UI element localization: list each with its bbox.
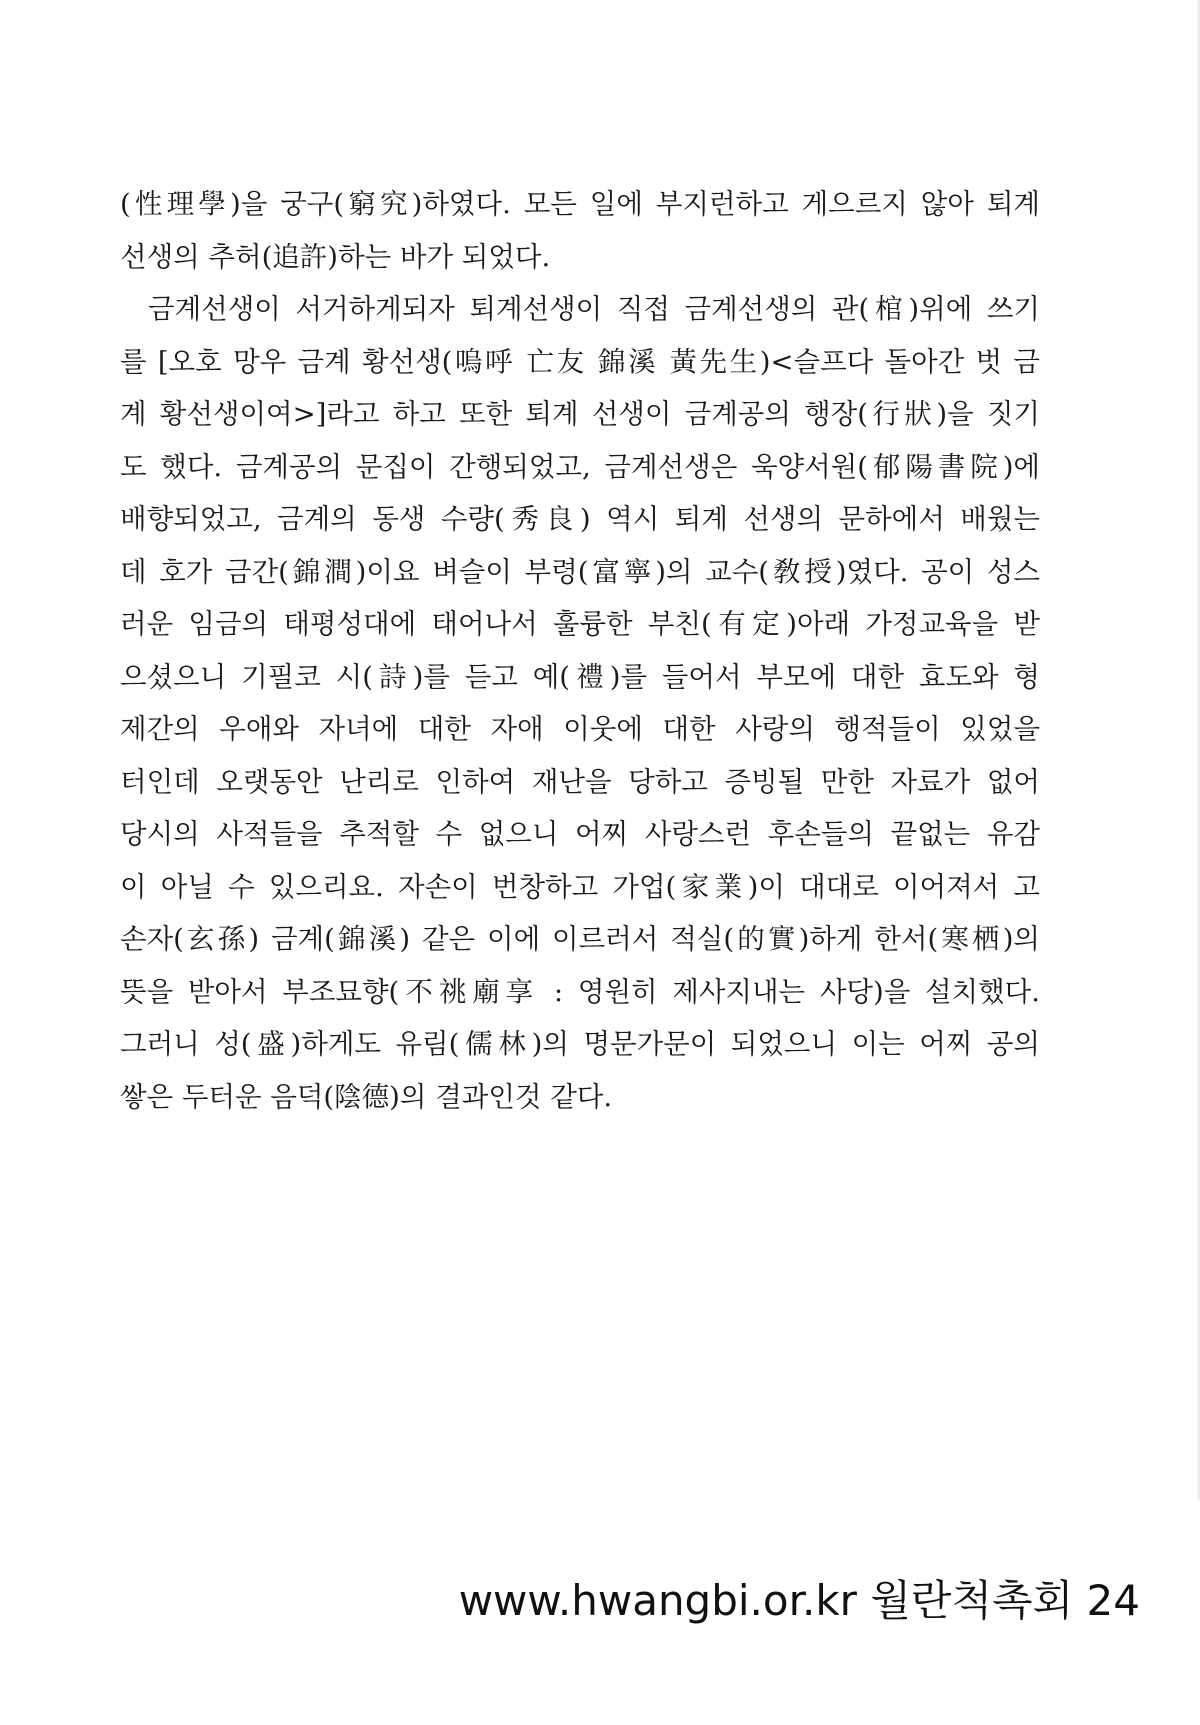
text-line: 손자(玄孫) 금계(錦溪) 같은 이에 이르러서 적실(的實)하게 한서(寒栖)의 xyxy=(120,923,1040,955)
text-line: 선생의 추허(追許)하는 바가 되었다. xyxy=(120,240,551,273)
page-edge-shadow xyxy=(1196,0,1200,1500)
body-text xyxy=(120,178,1040,1123)
text-line: 당시의 사적들을 추적할 수 없으니 어찌 사랑스런 후손들의 끝없는 유감 xyxy=(120,818,1040,850)
text-line: 터인데 오랫동안 난리로 인하여 재난을 당하고 증빙될 만한 자료가 없어 xyxy=(120,765,1040,798)
text-line: 를 [오호 망우 금계 황선생(嗚呼 亡友 錦溪 黃先生)<슬프다 돌아간 벗 금 xyxy=(120,345,1040,378)
page-footer xyxy=(459,1568,1140,1628)
text-line: 러운 임금의 태평성대에 태어나서 훌륭한 부친(有定)아래 가정교육을 받 xyxy=(120,608,1040,640)
paragraph xyxy=(120,283,1040,1123)
text-line: 데 호가 금간(錦澗)이요 벼슬이 부령(富寧)의 교수(敎授)였다. 공이 성스 xyxy=(120,555,1040,588)
text-line: 그러니 성(盛)하게도 유림(儒林)의 명문가문이 되었으니 이는 어찌 공의 xyxy=(120,1028,1040,1060)
paragraph xyxy=(120,178,1040,283)
text-line: 계 황선생이여>]라고 하고 또한 퇴계 선생이 금계공의 행장(行狀)을 짓기 xyxy=(120,398,1040,430)
text-line: 뜻을 받아서 부조묘향(不祧廟享 : 영원히 제사지내는 사당)을 설치했다. xyxy=(120,975,1040,1008)
text-line: 으셨으니 기필코 시(詩)를 듣고 예(禮)를 들어서 부모에 대한 효도와 형 xyxy=(120,660,1040,693)
text-line: 이 아닐 수 있으리요. 자손이 번창하고 가업(家業)이 대대로 이어져서 고 xyxy=(120,870,1040,903)
text-line: 배향되었고, 금계의 동생 수량(秀良) 역시 퇴계 선생의 문하에서 배웠는 xyxy=(120,503,1040,535)
text-line: 금계선생이 서거하게되자 퇴계선생이 직접 금계선생의 관(棺)위에 쓰기 xyxy=(148,293,1040,325)
text-line: 쌓은 두터운 음덕(陰德)의 결과인것 같다. xyxy=(120,1080,613,1113)
text-line: 도 했다. 금계공의 문집이 간행되었고, 금계선생은 욱양서원(郁陽書院)에 xyxy=(120,450,1040,483)
text-line: (性理學)을 궁구(窮究)하였다. 모든 일에 부지런하고 게으르지 않아 퇴계 xyxy=(120,188,1040,220)
page-number: 24 xyxy=(1086,1576,1140,1625)
footer-publication: 월란척촉회 xyxy=(870,1576,1074,1625)
footer-website: www.hwangbi.or.kr xyxy=(458,1576,857,1625)
text-line: 제간의 우애와 자녀에 대한 자애 이웃에 대한 사랑의 행적들이 있었을 xyxy=(120,713,1040,745)
